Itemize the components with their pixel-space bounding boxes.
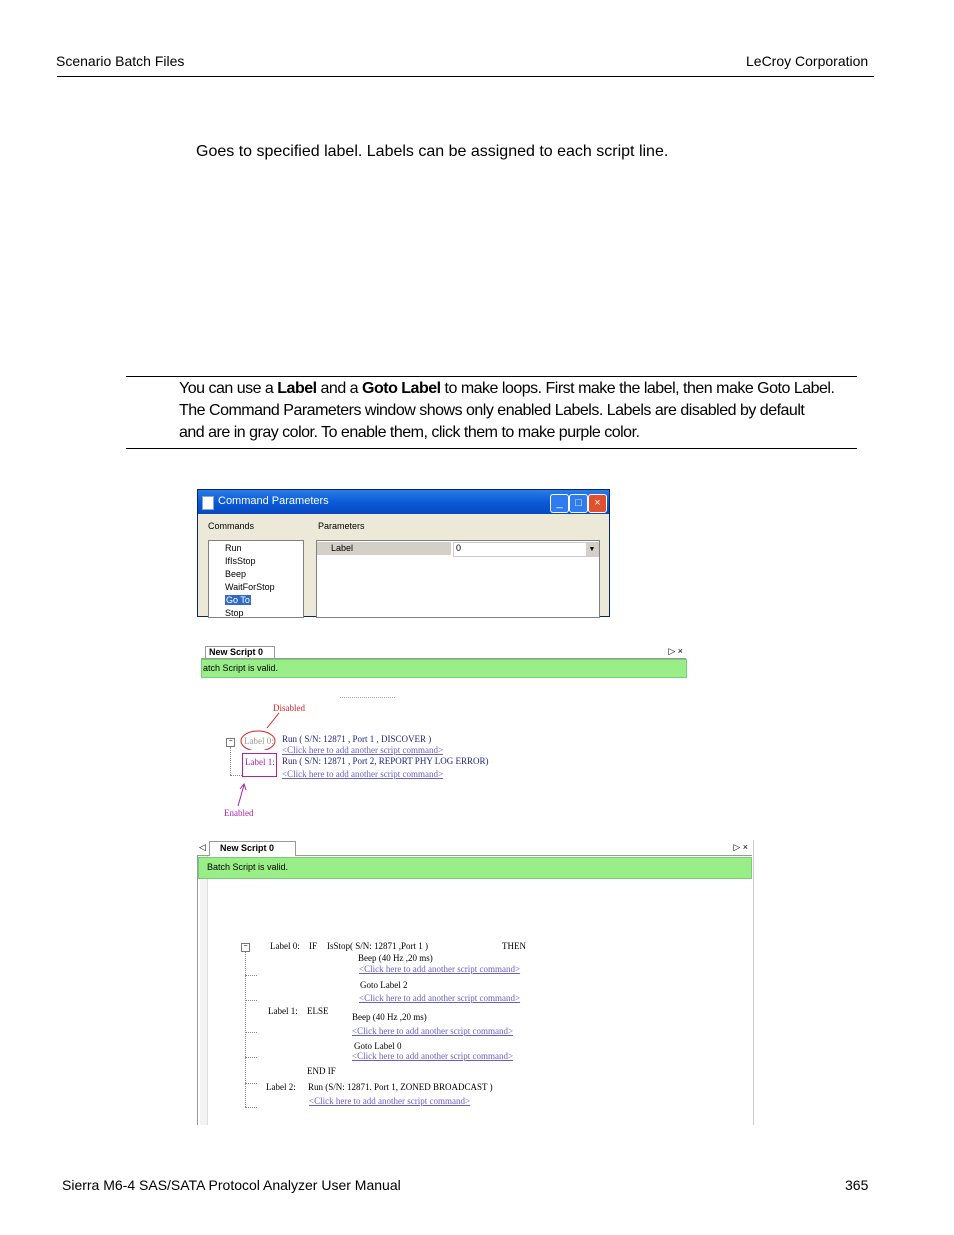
minimize-button[interactable]: _ — [550, 494, 569, 513]
chevron-down-icon[interactable]: ▼ — [586, 543, 598, 556]
intro-text: Goes to specified label. Labels can be assigned to each script line. — [196, 143, 669, 160]
note-line-3: and are in gray color. To enable them, click them to make purple color. — [179, 424, 640, 441]
note-goto-keyword: Goto Label — [362, 380, 441, 397]
window-icon — [202, 496, 214, 510]
note-text — [179, 378, 834, 444]
note-text-run: You can use a — [179, 380, 278, 397]
commands-label: Commands — [208, 521, 255, 531]
disabled-arrow — [267, 713, 279, 728]
label-2[interactable]: Label 2: — [266, 1082, 296, 1092]
script-tab[interactable] — [209, 841, 296, 856]
param-value: 0 — [456, 543, 462, 553]
param-name-cell — [317, 542, 451, 555]
note-top-rule — [126, 376, 857, 377]
add-command-link[interactable]: <Click here to add another script command> — [309, 1096, 471, 1106]
script-status-bar-2 — [198, 857, 752, 879]
script-command[interactable]: Run ( S/N: 12871 , Port 1 , DISCOVER ) — [282, 734, 432, 744]
add-command-link[interactable]: <Click here to add another script command> — [359, 993, 521, 1003]
label-1[interactable]: Label 1: — [268, 1006, 298, 1016]
tree-line — [245, 1083, 257, 1084]
tab-nav-left[interactable]: ◁ — [199, 842, 206, 852]
script-status-bar-1 — [201, 659, 687, 678]
script-tab-bar-1 — [201, 646, 686, 659]
close-button[interactable]: × — [588, 494, 607, 513]
note-line-1 — [179, 378, 834, 400]
command-item[interactable]: Run — [225, 543, 242, 553]
tree-line — [245, 1032, 257, 1033]
script-status-text: atch Script is valid. — [203, 663, 279, 673]
parameters-label: Parameters — [318, 521, 365, 531]
note-text-run: to make loops. First make the label, then make Goto Label. — [440, 380, 835, 397]
script-command[interactable]: Goto Label 0 — [354, 1041, 402, 1051]
tab-nav-controls[interactable]: ▷ × — [668, 646, 683, 656]
script-command[interactable]: Beep (40 Hz ,20 ms) — [352, 1012, 427, 1022]
script-command[interactable]: Goto Label 2 — [360, 980, 408, 990]
script-tab-label: New Script 0 — [220, 843, 275, 853]
tree-line — [245, 975, 257, 976]
command-item[interactable]: Stop — [225, 608, 244, 618]
enabled-callout: Enabled — [224, 808, 254, 818]
window-title: Command Parameters — [218, 495, 329, 507]
script-command[interactable]: Beep (40 Hz ,20 ms) — [358, 953, 433, 963]
else-keyword: ELSE — [307, 1006, 329, 1016]
tree-line — [245, 1057, 257, 1058]
header-section-title: Scenario Batch Files — [56, 53, 185, 69]
param-row — [317, 542, 597, 555]
footer-manual-title: Sierra M6-4 SAS/SATA Protocol Analyzer User Manual — [62, 1177, 401, 1193]
tab-nav-controls[interactable]: ▷ × — [733, 842, 748, 852]
collapse-icon[interactable]: − — [226, 738, 235, 747]
command-item[interactable]: IfIsStop — [225, 556, 256, 566]
tree-line — [230, 775, 242, 776]
script-status-text: Batch Script is valid. — [207, 862, 289, 872]
add-command-link[interactable]: <Click here to add another script command> — [352, 1026, 514, 1036]
maximize-button[interactable]: □ — [569, 494, 588, 513]
note-bottom-rule — [126, 448, 857, 449]
disabled-callout: Disabled — [273, 703, 305, 713]
note-line-2: The Command Parameters window shows only enabled Labels. Labels are disabled by default — [179, 402, 805, 419]
dotted-separator — [340, 697, 395, 698]
note-label-keyword: Label — [277, 380, 317, 397]
collapse-icon[interactable]: − — [241, 943, 250, 952]
if-keyword: IF — [309, 941, 318, 951]
add-command-link[interactable]: <Click here to add another script command> — [282, 745, 444, 755]
label-0[interactable]: Label 0: — [270, 941, 300, 951]
script-command[interactable]: Run (S/N: 12871. Port 1, ZONED BROADCAST ) — [308, 1082, 493, 1092]
isstop-condition[interactable]: IsStop( S/N: 12871 ,Port 1 ) — [327, 941, 429, 951]
then-keyword: THEN — [502, 941, 526, 951]
command-item-selected[interactable]: Go To — [226, 595, 250, 605]
add-command-link[interactable]: <Click here to add another script command> — [359, 964, 521, 974]
add-command-link[interactable]: <Click here to add another script command> — [352, 1051, 514, 1061]
tree-line — [245, 1107, 257, 1108]
command-item[interactable]: WaitForStop — [225, 582, 275, 592]
script-tab-label: New Script 0 — [209, 647, 264, 657]
page-number: 365 — [845, 1177, 869, 1193]
parameters-grid — [316, 540, 600, 618]
endif-keyword: END IF — [307, 1066, 336, 1076]
param-value-select[interactable] — [453, 542, 599, 557]
script-tab[interactable] — [205, 646, 275, 658]
header-company: LeCroy Corporation — [746, 53, 869, 69]
tree-line — [245, 1000, 257, 1001]
label-0-disabled[interactable]: Label 0: — [244, 736, 274, 746]
commands-list — [208, 540, 304, 618]
tree-line — [230, 747, 231, 775]
note-text-run: and a — [316, 380, 363, 397]
add-command-link[interactable]: <Click here to add another script command> — [282, 769, 444, 779]
header-rule — [57, 76, 874, 77]
enabled-arrow — [232, 782, 252, 808]
script-tab-bar-2 — [197, 840, 752, 856]
editor-gutter — [200, 841, 208, 1125]
param-name: Label — [331, 543, 354, 553]
script-command[interactable]: Run ( S/N: 12871 , Port 2, REPORT PHY LOG ERROR) — [282, 756, 489, 766]
label-1-enabled[interactable]: Label 1: — [245, 757, 275, 767]
command-item[interactable]: Beep — [225, 569, 247, 579]
window-title-bar — [198, 490, 609, 514]
